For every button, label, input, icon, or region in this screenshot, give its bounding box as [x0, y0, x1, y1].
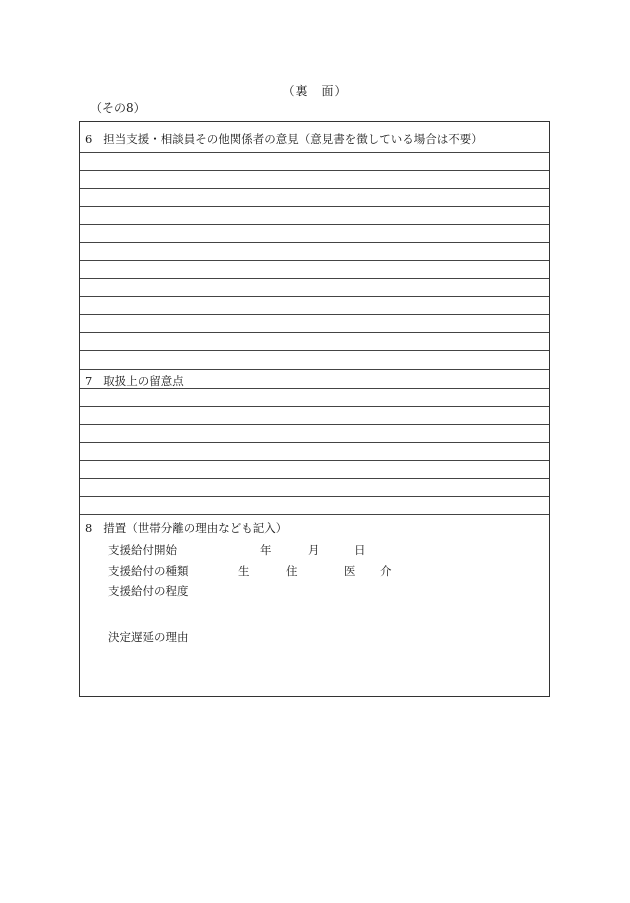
section-divider [80, 369, 549, 370]
ruled-line [80, 406, 549, 407]
page-title: （裏 面） [282, 84, 348, 98]
section-7-title [85, 373, 184, 389]
ruled-line [80, 278, 549, 279]
type-medical: 医 [344, 564, 356, 578]
type-livelihood: 生 [238, 564, 250, 578]
section-7-label: 取扱上の留意点 [103, 374, 184, 388]
year-label: 年 [260, 543, 272, 557]
ruled-line [80, 478, 549, 479]
day-label: 日 [354, 543, 366, 557]
section-6-title [85, 131, 483, 147]
ruled-line [80, 242, 549, 243]
ruled-line [80, 496, 549, 497]
section-7-number: 7 [85, 374, 93, 388]
support-start-label: 支援給付開始 [108, 543, 177, 557]
ruled-line [80, 388, 549, 389]
support-degree-label: 支援給付の程度 [108, 584, 189, 598]
decision-delay-label: 決定遅延の理由 [108, 630, 189, 644]
section-8-title [85, 520, 287, 536]
ruled-line [80, 224, 549, 225]
section-6-number: 6 [85, 132, 93, 146]
section-8-label: 措置（世帯分離の理由なども記入） [103, 521, 288, 535]
ruled-line [80, 152, 549, 153]
ruled-line [80, 424, 549, 425]
ruled-line [80, 332, 549, 333]
ruled-line [80, 260, 549, 261]
ruled-line [80, 314, 549, 315]
type-housing: 住 [286, 564, 298, 578]
ruled-line [80, 206, 549, 207]
month-label: 月 [308, 543, 320, 557]
ruled-line [80, 170, 549, 171]
section-8-number: 8 [85, 521, 93, 535]
section-6-label: 担当支援・相談員その他関係者の意見（意見書を徴している場合は不要） [103, 132, 483, 146]
section-divider [80, 514, 549, 515]
support-type-label: 支援給付の種類 [108, 564, 189, 578]
type-care: 介 [380, 564, 392, 578]
ruled-line [80, 188, 549, 189]
page-subtitle: （その8） [90, 101, 146, 115]
ruled-line [80, 350, 549, 351]
ruled-line [80, 442, 549, 443]
ruled-line [80, 460, 549, 461]
ruled-line [80, 296, 549, 297]
report-form [79, 121, 550, 697]
